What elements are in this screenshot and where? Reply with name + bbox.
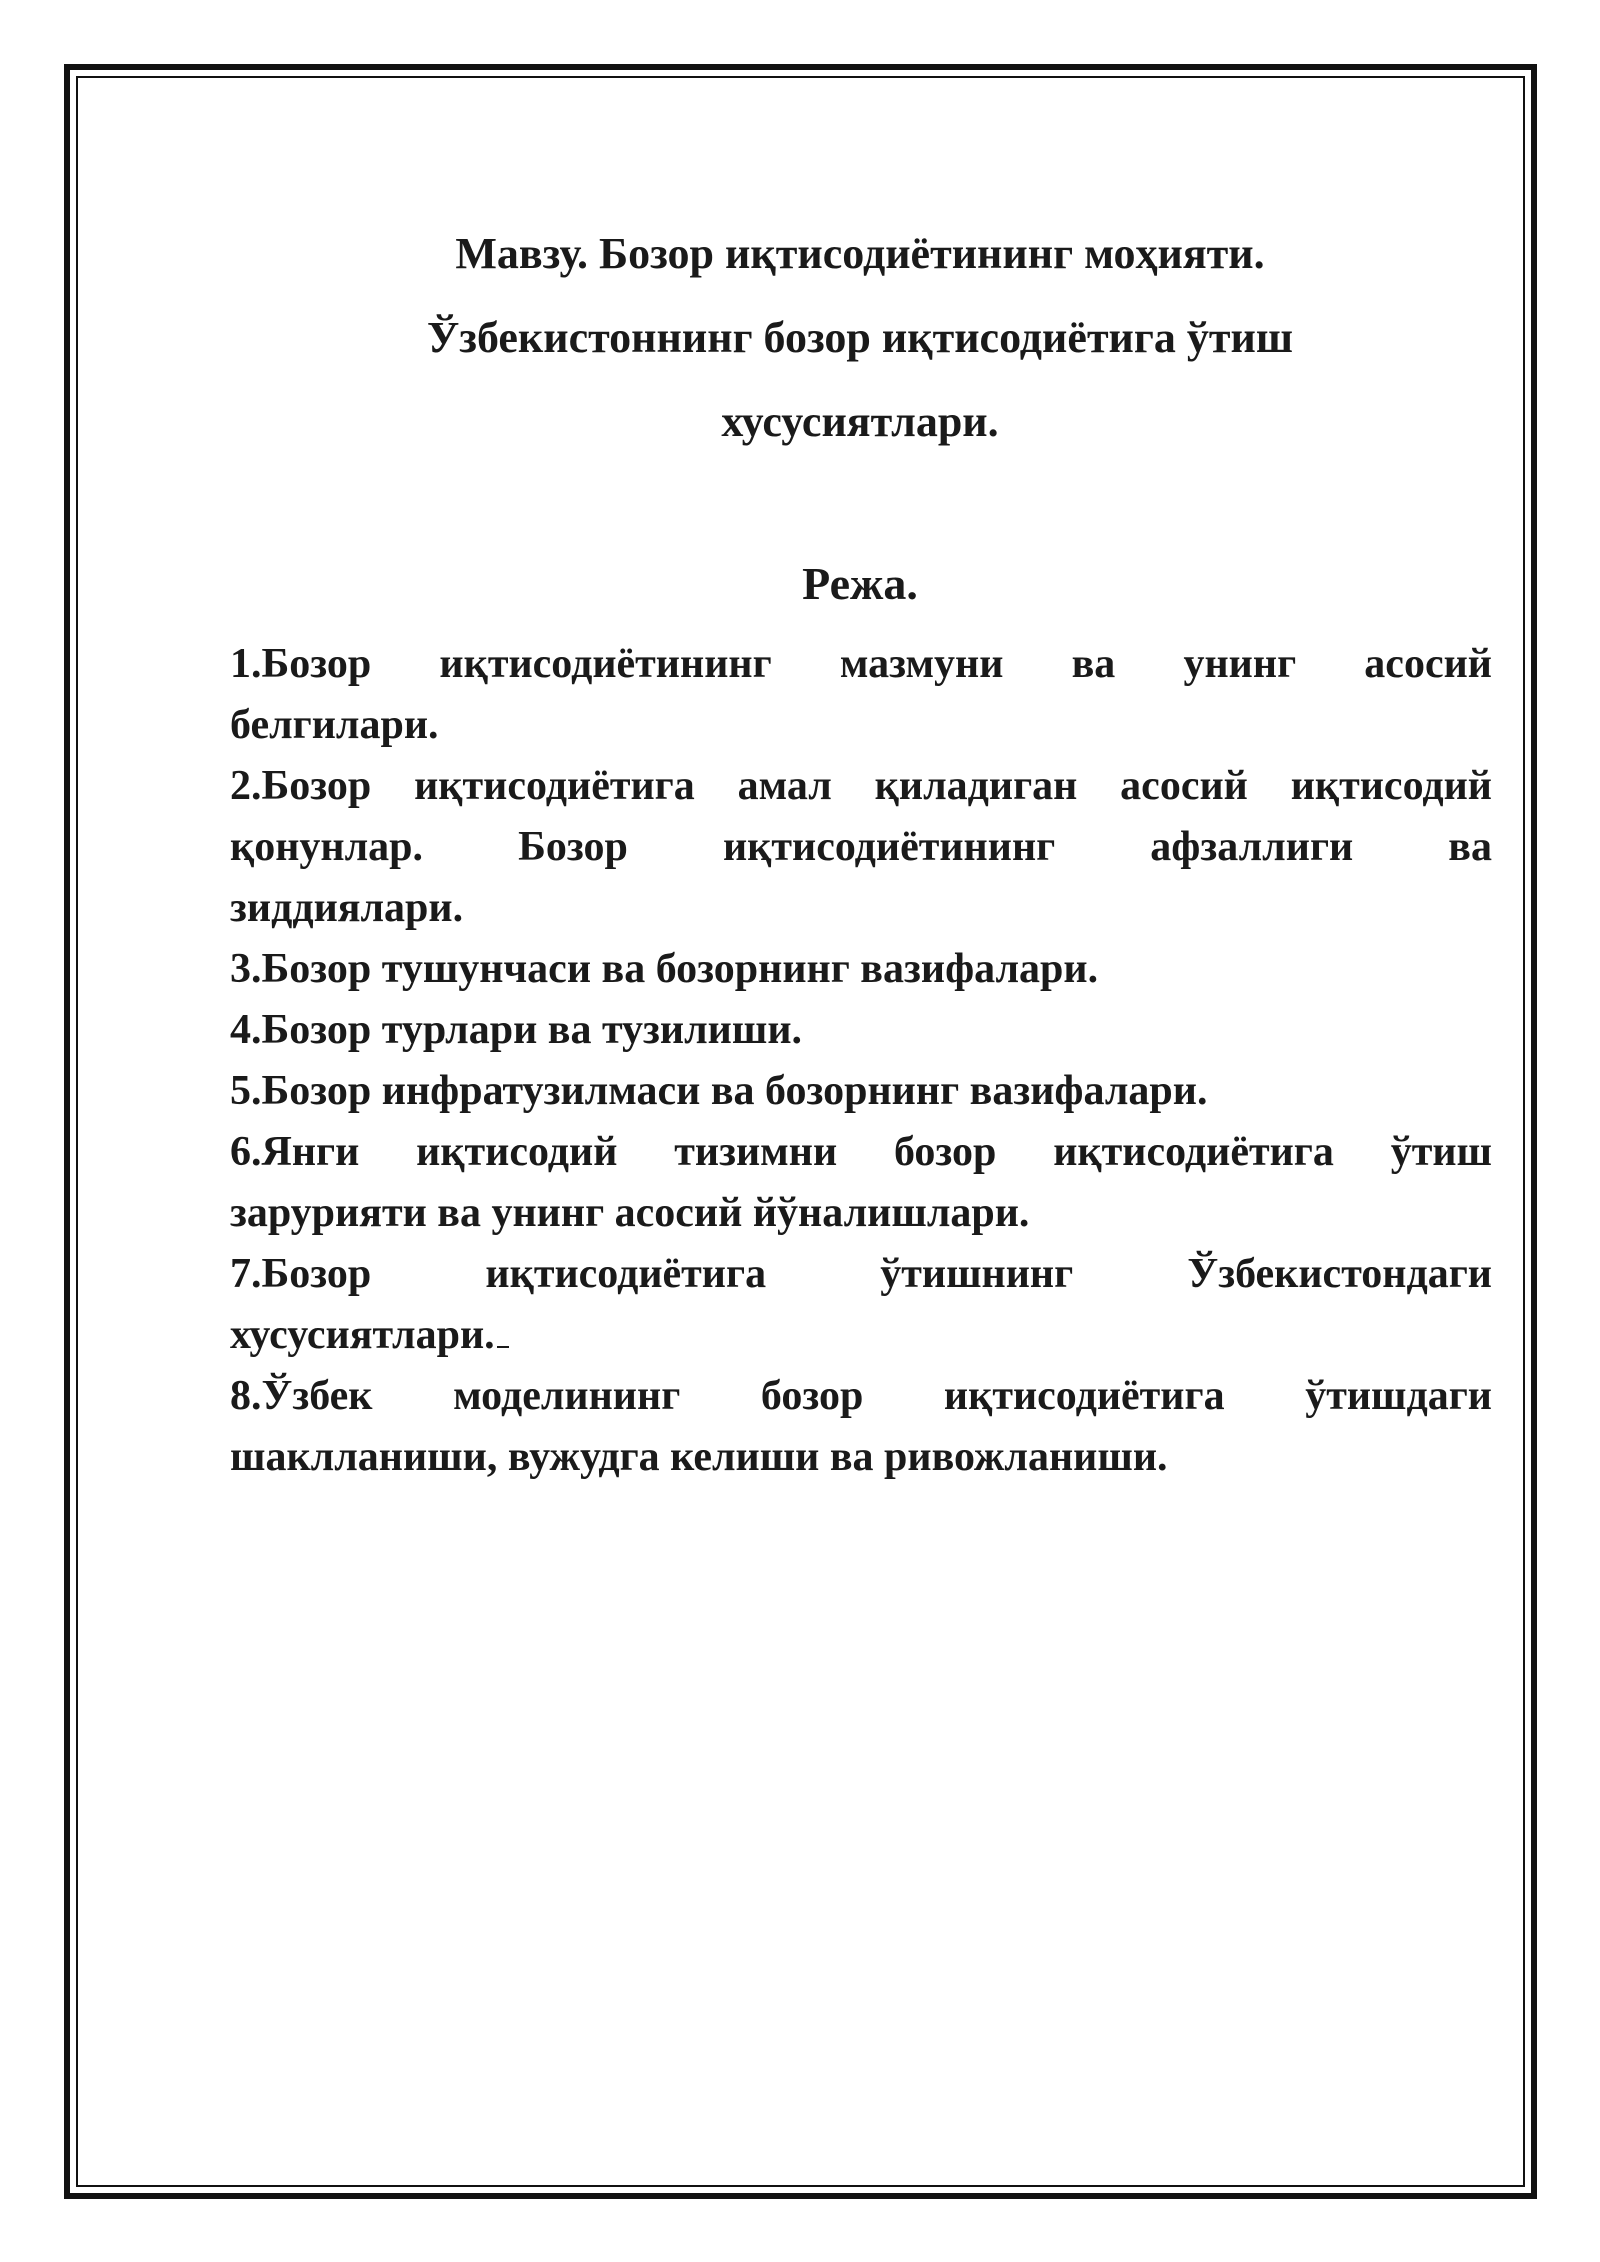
plan-item-2 [230, 756, 1492, 939]
plan-item-8 [230, 1366, 1492, 1488]
document-title [230, 212, 1490, 464]
title-line-2: Ўзбекистоннинг бозор иқтисодиётига ўтиш [426, 313, 1293, 362]
plan-item-line: 1.Бозор иқтисодиётининг мазмуни ва унинг асосий [230, 641, 1492, 687]
plan-item-line-text: хусусиятлари. [230, 1312, 495, 1358]
plan-item-line: 7.Бозор иқтисодиётига ўтишнинг Ўзбекистондаги [230, 1251, 1492, 1297]
underline-mark [497, 1346, 509, 1348]
plan-item-6 [230, 1122, 1492, 1244]
plan-item-line: 3.Бозор тушунчаси ва бозорнинг вазифалари. [230, 946, 1099, 992]
plan-item-line: 6.Янги иқтисодий тизимни бозор иқтисодиётига ўтиш [230, 1129, 1492, 1175]
plan-item-5 [230, 1061, 1492, 1122]
plan-item-3 [230, 939, 1492, 1000]
plan-item-line: шаклланиши, вужудга келиши ва ривожланиши. [230, 1434, 1168, 1480]
plan-item-line: қонунлар. Бозор иқтисодиётининг афзаллиги ва [230, 824, 1492, 870]
plan-item-line: зарурияти ва унинг асосий йўналишлари. [230, 1190, 1030, 1236]
plan-item-line: 8.Ўзбек моделининг бозор иқтисодиётига ўтишдаги [230, 1373, 1492, 1419]
plan-heading: Режа. [802, 558, 918, 609]
plan-item-1 [230, 634, 1492, 756]
plan-item-4 [230, 1000, 1492, 1061]
plan-item-line-with-mark [230, 1305, 1492, 1366]
plan-list [230, 634, 1492, 1488]
title-line-1: Мавзу. Бозор иқтисодиётининг моҳияти. [455, 229, 1265, 278]
plan-item-line: белгилари. [230, 702, 439, 748]
plan-item-line: 5.Бозор инфратузилмаси ва бозорнинг вазифалари. [230, 1068, 1208, 1114]
plan-item-7 [230, 1244, 1492, 1366]
plan-item-line: 4.Бозор турлари ва тузилиши. [230, 1007, 803, 1053]
title-line-3: хусусиятлари. [721, 397, 999, 446]
plan-item-line: зиддиялари. [230, 885, 464, 931]
plan-item-line: 2.Бозор иқтисодиётига амал қиладиган асосий иқтисодий [230, 763, 1492, 809]
